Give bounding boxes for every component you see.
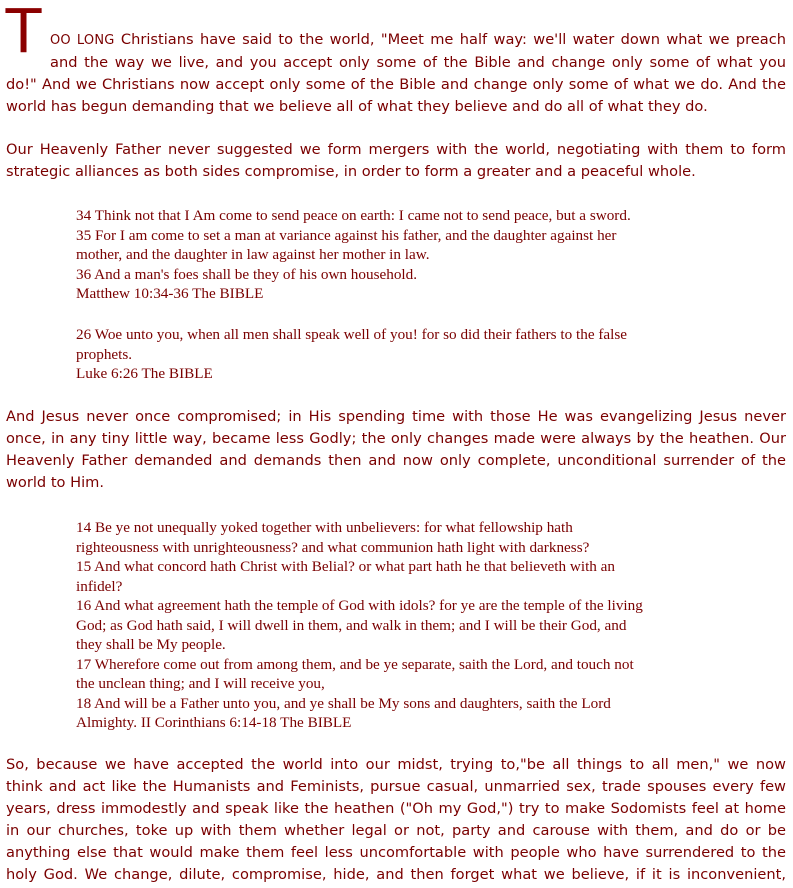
verse-line: they shall be My people. bbox=[76, 636, 226, 653]
verse-line: prophets. bbox=[76, 345, 133, 363]
verse-line: God; as God hath said, I will dwell in them, and walk in them; and I will be their God, and bbox=[76, 616, 627, 634]
intro-line: and the way we live, and you accept only some of the Bible and change only some of what you bbox=[50, 54, 786, 71]
paragraph-3 bbox=[6, 406, 786, 494]
verse-citation: Luke 6:26 The BIBLE bbox=[76, 365, 213, 382]
paragraph-line: So, because we have accepted the world into our midst, trying to,"be all things to all men," we now bbox=[6, 756, 786, 773]
paragraph-line: once, in any tiny little way, became less Godly; the only changes made were always by the heathen. Our bbox=[6, 430, 786, 447]
verse-line: the unclean thing; and I will receive you, bbox=[76, 675, 325, 692]
verse-line: 16 And what agreement hath the temple of God with idols? for ye are the temple of the living bbox=[76, 597, 643, 614]
paragraph-line: anything else that would make them feel less uncomfortable with people who have surrendered to the bbox=[6, 844, 786, 861]
verse-line: 14 Be ye not unequally yoked together with unbelievers: for what fellowship hath bbox=[76, 519, 573, 536]
verse-line: 17 Wherefore come out from among them, and be ye separate, saith the Lord, and touch not bbox=[76, 655, 634, 673]
paragraph-line: think and act like the Humanists and Feminists, pursue casual, unmarried sex, trade spouses every few bbox=[6, 778, 786, 795]
paragraph-line: holy God. We change, dilute, compromise, hide, and then forget what we believe, if it is inconvenient, bbox=[6, 866, 786, 883]
intro-paragraph bbox=[6, 29, 786, 118]
paragraph-line: years, dress immodestly and speak like the heathen ("Oh my God,") try to make Sodomists feel at home bbox=[6, 800, 786, 817]
paragraph-line: in our churches, toke up with them whether legal or not, party and carouse with them, and do or be bbox=[6, 822, 786, 839]
paragraph-line: And Jesus never once compromised; in His spending time with those He was evangelizing Jesus never bbox=[6, 408, 786, 425]
verse-citation: Almighty. II Corinthians 6:14-18 The BIBLE bbox=[76, 714, 352, 731]
intro-line-rest: Christians have said to the world, "Meet me half way: we'll water down what we preach bbox=[114, 31, 786, 48]
intro-line: world has begun demanding that we believe all of what they believe and do all of what they do. bbox=[6, 98, 708, 115]
paragraph-4 bbox=[6, 754, 786, 886]
verse-line: mother, and the daughter in law against her mother in law. bbox=[76, 246, 430, 263]
paragraph-2 bbox=[6, 139, 786, 183]
verse-line: infidel? bbox=[76, 577, 123, 595]
drop-cap: T bbox=[4, 0, 44, 66]
scripture-quote-matthew bbox=[76, 206, 736, 304]
intro-line bbox=[6, 29, 786, 52]
verse-line: 18 And will be a Father unto you, and ye shall be My sons and daughters, saith the Lord bbox=[76, 694, 611, 712]
intro-line: do!" And we Christians now accept only some of the Bible and change only some of what we do. And the bbox=[6, 76, 786, 93]
verse-line: 36 And a man's foes shall be they of his own household. bbox=[76, 265, 418, 283]
verse-line: 34 Think not that I Am come to send peace on earth: I came not to send peace, but a sword. bbox=[76, 207, 631, 224]
verse-line: 26 Woe unto you, when all men shall speak well of you! for so did their fathers to the false bbox=[76, 326, 628, 343]
paragraph-line: strategic alliances as both sides compromise, in order to form a greater and a peaceful whole. bbox=[6, 163, 696, 180]
paragraph-line: Our Heavenly Father never suggested we form mergers with the world, negotiating with them to form bbox=[6, 141, 786, 158]
paragraph-line: world to Him. bbox=[6, 474, 104, 491]
paragraph-line: Heavenly Father demanded and demands then and now only complete, unconditional surrender of the bbox=[6, 452, 786, 469]
verse-citation: Matthew 10:34-36 The BIBLE bbox=[76, 285, 264, 302]
verse-line: 35 For I am come to set a man at variance against his father, and the daughter against her bbox=[76, 226, 617, 244]
verse-line: righteousness with unrighteousness? and what communion hath light with darkness? bbox=[76, 538, 590, 556]
scripture-quote-corinthians bbox=[76, 518, 736, 733]
scripture-quote-luke bbox=[76, 325, 736, 384]
verse-line: 15 And what concord hath Christ with Belial? or what part hath he that believeth with an bbox=[76, 558, 616, 575]
intro-lead-caps: OO LONG bbox=[50, 33, 115, 48]
